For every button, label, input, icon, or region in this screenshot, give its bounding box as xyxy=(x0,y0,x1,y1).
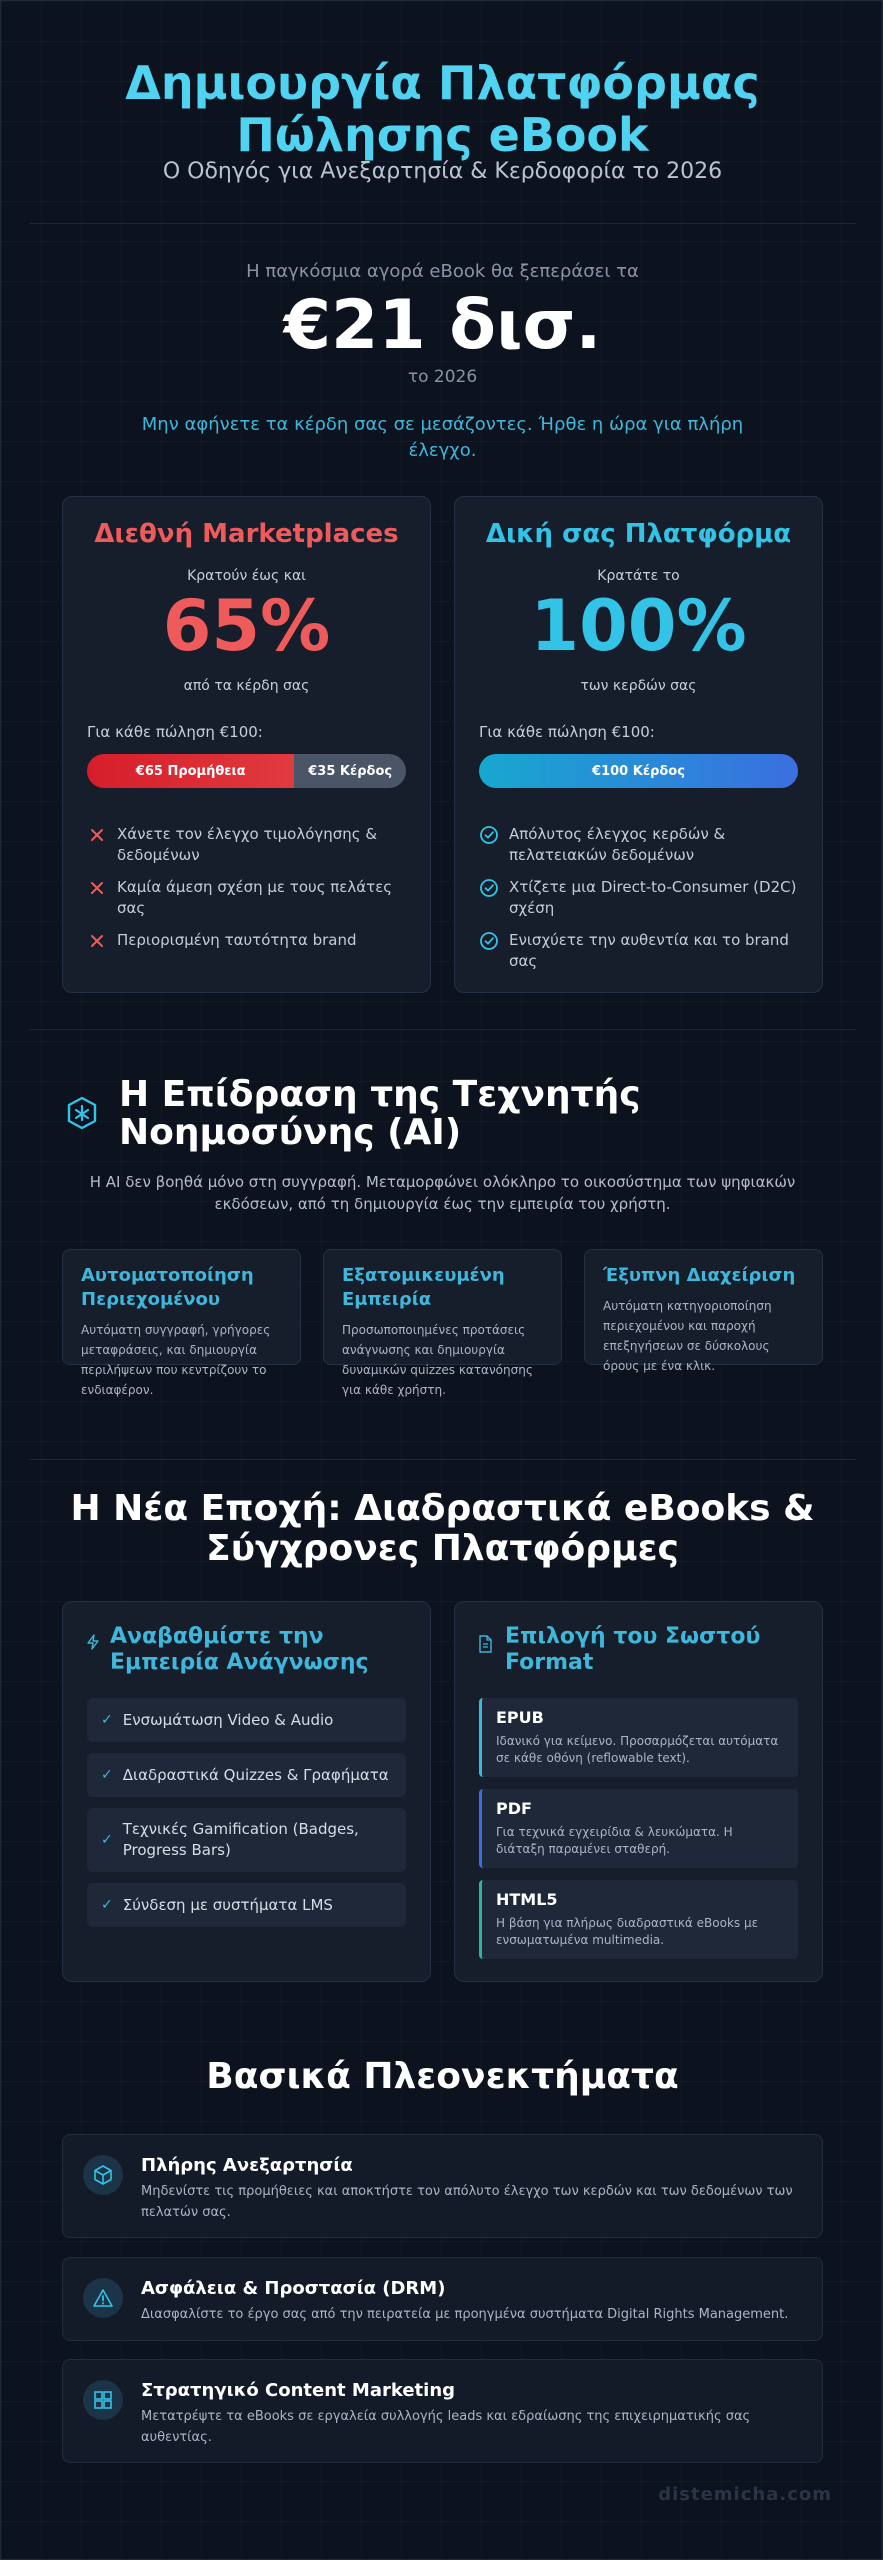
check-circle-icon xyxy=(479,931,499,951)
ai-card-personalization xyxy=(323,1249,562,1397)
list-item xyxy=(87,877,407,919)
check-circle-icon xyxy=(479,825,499,845)
grid-icon xyxy=(83,2380,123,2420)
page-subtitle: Ο Οδηγός για Ανεξαρτησία & Κερδοφορία το 2026 xyxy=(162,159,723,184)
title-line-2: Πώλησης eBook xyxy=(236,108,649,162)
ai-card-text: Αυτόματη συγγραφή, γρήγορες μεταφράσεις, και δημιουργία περιλήψεων που κεντρίζουν το ενδιαφέρον. xyxy=(81,1323,271,1397)
brain-chip-icon xyxy=(63,1094,101,1132)
advantage-name: Στρατηγικό Content Marketing xyxy=(141,2380,456,2401)
advantage-card xyxy=(62,2134,823,2238)
list-item xyxy=(87,824,407,866)
check-circle-icon xyxy=(479,878,499,898)
format-name: EPUB xyxy=(496,1708,544,1727)
feature-chip-label: Σύνδεση με συστήματα LMS xyxy=(122,1895,333,1914)
ai-section-title xyxy=(119,1076,641,1152)
marketplaces-card xyxy=(62,496,431,993)
cta-text: Μην αφήνετε τα κέρδη σας σε μεσάζοντες. Ήρθε η ώρα για πλήρη έλεγχο. xyxy=(141,414,744,461)
own-sale-label: Για κάθε πώληση €100: xyxy=(479,723,655,741)
ai-card-automation xyxy=(62,1249,301,1397)
check-icon: ✓ xyxy=(101,1711,113,1728)
feature-chip xyxy=(87,1808,406,1872)
feature-chip-label: Τεχνικές Gamification (Badges, Progress Bars) xyxy=(122,1820,359,1859)
own-percent: 100% xyxy=(530,585,747,667)
divider xyxy=(29,1029,856,1030)
list-item-text: Χτίζετε μια Direct-to-Consumer (D2C) σχέση xyxy=(509,878,797,917)
ai-card-text: Προσωποποιημένες προτάσεις ανάγνωσης και δημιουργία δυναμικών quizzes κατανόησης για κάθε χρήστη. xyxy=(342,1323,533,1397)
document-icon xyxy=(477,1635,493,1653)
format-name: PDF xyxy=(496,1799,532,1818)
page-title xyxy=(61,57,824,161)
watermark: distemicha.com xyxy=(658,2484,832,2505)
format-panel xyxy=(454,1601,823,1982)
feature-chip xyxy=(87,1753,406,1797)
profit-segment: €35 Κέρδος xyxy=(294,754,406,788)
list-item xyxy=(479,824,799,866)
marketplaces-percent: 65% xyxy=(162,585,331,667)
list-item-text: Περιορισμένη ταυτότητα brand xyxy=(117,931,357,949)
ai-card-title: Αυτοματοποίηση Περιεχομένου xyxy=(81,1265,254,1310)
divider xyxy=(29,223,856,224)
advantages-title: Βασικά Πλεονεκτήματα xyxy=(206,2056,679,2097)
list-item-text: Απόλυτος έλεγχος κερδών & πελατειακών δεδομένων xyxy=(509,825,726,864)
list-item xyxy=(479,877,799,919)
feature-chip xyxy=(87,1883,406,1927)
list-item xyxy=(479,930,799,972)
lightning-icon xyxy=(85,1634,101,1650)
advantage-name: Πλήρης Ανεξαρτησία xyxy=(141,2155,353,2176)
own-list xyxy=(479,824,799,972)
fee-segment: €65 Προμήθεια xyxy=(87,754,294,788)
warning-icon xyxy=(83,2278,123,2318)
check-icon: ✓ xyxy=(101,1766,113,1783)
format-name: HTML5 xyxy=(496,1890,558,1909)
list-item xyxy=(87,930,407,951)
x-icon xyxy=(87,878,107,898)
marketplaces-sale-label: Για κάθε πώληση €100: xyxy=(87,723,263,741)
divider xyxy=(29,1459,856,1460)
feature-chip-label: Διαδραστικά Quizzes & Γραφήματα xyxy=(122,1765,389,1784)
format-desc: Για τεχνικά εγχειρίδια & λευκώματα. Η διάταξη παραμένει σταθερή. xyxy=(496,1825,733,1856)
ai-card-title: Έξυπνη Διαχείριση xyxy=(603,1265,796,1286)
format-item-epub xyxy=(479,1698,798,1777)
own-of-label: των κερδών σας xyxy=(580,678,697,694)
own-platform-title: Δική σας Πλατφόρμα xyxy=(485,519,792,549)
list-item-text: Ενισχύετε την αυθεντία και το brand σας xyxy=(509,931,789,970)
ai-card-text: Αυτόματη κατηγοριοποίηση περιεχομένου και παροχή επεξηγήσεων σε δύσκολους όρους με ένα κλικ. xyxy=(603,1299,772,1373)
cube-icon xyxy=(83,2155,123,2195)
format-item-pdf xyxy=(479,1789,798,1868)
market-year: το 2026 xyxy=(407,367,478,387)
check-icon: ✓ xyxy=(101,1831,113,1848)
upgrade-panel-title: Αναβαθμίστε την Εμπειρία Ανάγνωσης xyxy=(110,1624,369,1675)
advantage-card xyxy=(62,2359,823,2463)
marketplaces-split-bar xyxy=(87,754,406,788)
marketplaces-of-label: από τα κέρδη σας xyxy=(183,678,310,694)
format-desc: Ιδανικό για κείμενο. Προσαρμόζεται αυτόματα σε κάθε οθόνη (reflowable text). xyxy=(496,1734,779,1765)
own-keeps-label: Κρατάτε το xyxy=(597,568,680,584)
x-icon xyxy=(87,931,107,951)
market-value: €21 δισ. xyxy=(283,286,602,365)
upgrade-panel xyxy=(62,1601,431,1982)
advantage-card xyxy=(62,2257,823,2341)
era-title-line-2: Σύγχρονες Πλατφόρμες xyxy=(206,1528,679,1569)
marketplaces-keeps-label: Κρατούν έως και xyxy=(187,568,306,584)
advantage-desc: Μετατρέψτε τα eBooks σε εργαλεία συλλογής leads και εδραίωσης της επιχειρηματικής σας αυθεντίας. xyxy=(141,2409,751,2445)
format-item-html5 xyxy=(479,1880,798,1959)
era-section-title xyxy=(41,1489,844,1569)
own-profit-segment: €100 Κέρδος xyxy=(479,754,798,788)
ai-card-smart-management xyxy=(584,1249,823,1373)
format-desc: Η βάση για πλήρως διαδραστικά eBooks με ενσωματωμένα multimedia. xyxy=(496,1916,759,1947)
own-split-bar xyxy=(479,754,798,788)
ai-description: Η AI δεν βοηθά μόνο στη συγγραφή. Μεταμορφώνει ολόκληρο το οικοσύστημα των ψηφιακών εκδόσεων, από τη δημιουργία έως την εμπειρία του χρήστη. xyxy=(89,1173,796,1213)
marketplaces-title: Διεθνή Marketplaces xyxy=(94,519,399,549)
advantage-desc: Διασφαλίστε το έργο σας από την πειρατεία με προηγμένα συστήματα Digital Rights Management. xyxy=(141,2307,789,2322)
era-title-line-1: Η Νέα Εποχή: Διαδραστικά eBooks & xyxy=(70,1488,815,1529)
own-platform-card xyxy=(454,496,823,993)
advantage-desc: Μηδενίστε τις προμήθειες και αποκτήστε τον απόλυτο έλεγχο των κερδών και των δεδομένων των πελατών σας. xyxy=(141,2184,793,2220)
marketplaces-list xyxy=(87,824,407,951)
list-item-text: Χάνετε τον έλεγχο τιμολόγησης & δεδομένων xyxy=(117,825,378,864)
check-icon: ✓ xyxy=(101,1896,113,1913)
market-intro: Η παγκόσμια αγορά eBook θα ξεπεράσει τα xyxy=(246,261,639,282)
ai-card-title: Εξατομικευμένη Εμπειρία xyxy=(342,1265,505,1310)
feature-chip xyxy=(87,1698,406,1742)
title-line-1: Δημιουργία Πλατφόρμας xyxy=(125,56,760,110)
list-item-text: Καμία άμεση σχέση με τους πελάτες σας xyxy=(117,878,393,917)
ai-title-line-1: Η Επίδραση της Τεχνητής xyxy=(119,1074,641,1115)
advantage-name: Ασφάλεια & Προστασία (DRM) xyxy=(141,2278,446,2299)
format-panel-title: Επιλογή του Σωστού Format xyxy=(505,1624,761,1675)
feature-chip-label: Ενσωμάτωση Video & Audio xyxy=(122,1710,334,1729)
x-icon xyxy=(87,825,107,845)
ai-title-line-2: Νοημοσύνης (AI) xyxy=(119,1112,462,1153)
